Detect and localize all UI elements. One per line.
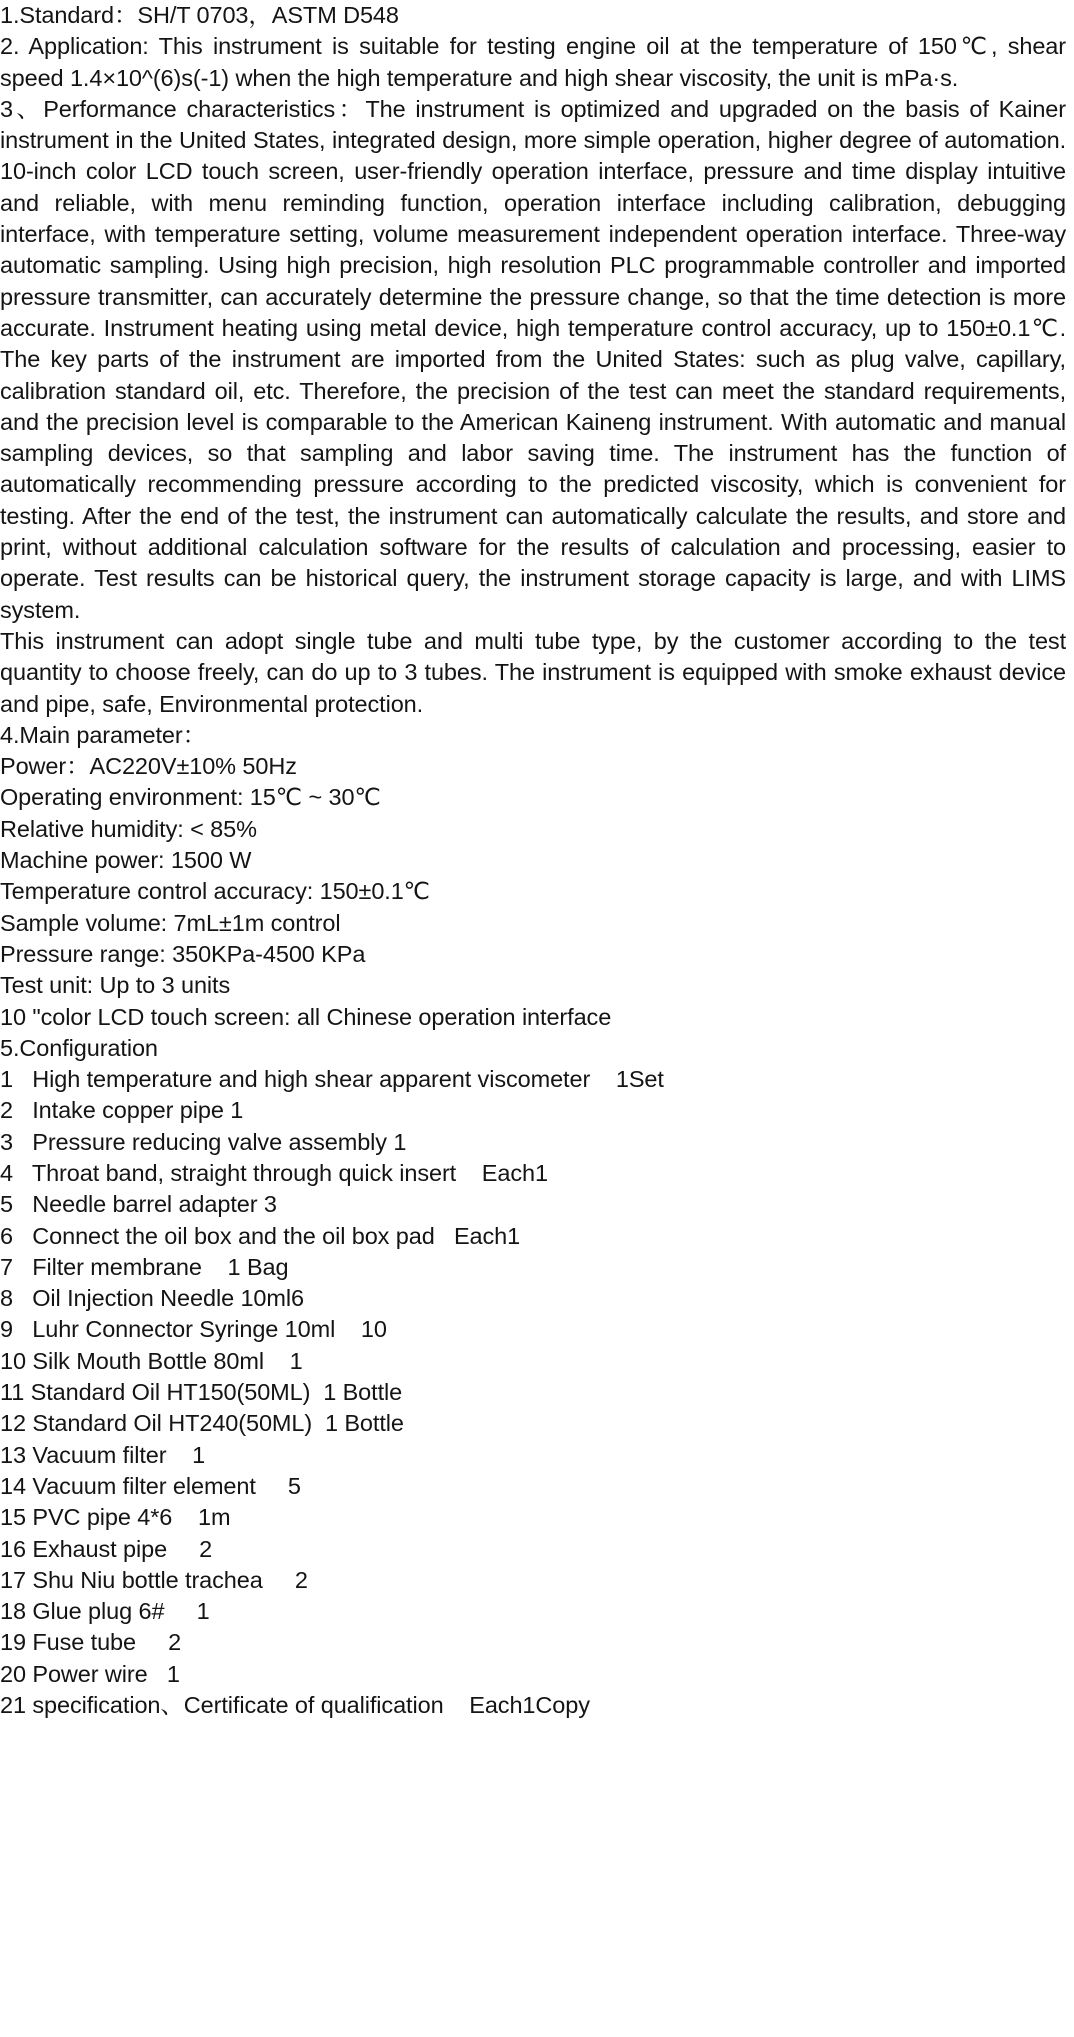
standard-line: 1.Standard：SH/T 0703，ASTM D548	[0, 2, 399, 28]
configuration-item: 21 specification、Certificate of qualification Each1Copy	[0, 1692, 590, 1719]
parameter-item: Power：AC220V±10% 50Hz	[0, 753, 297, 780]
configuration-item: 9 Luhr Connector Syringe 10ml 10	[0, 1316, 387, 1343]
configuration-item: 20 Power wire 1	[0, 1660, 180, 1687]
parameter-item: Machine power: 1500 W	[0, 847, 252, 874]
configuration-item: 13 Vacuum filter 1	[0, 1441, 206, 1468]
parameter-item: Pressure range: 350KPa-4500 KPa	[0, 940, 366, 967]
configuration-item: 2 Intake copper pipe 1	[0, 1097, 244, 1124]
configuration-item: 3 Pressure reducing valve assembly 1	[0, 1128, 407, 1155]
configuration-item: 7 Filter membrane 1 Bag	[0, 1253, 289, 1280]
configuration-item: 1 High temperature and high shear apparent viscometer 1Set	[0, 1066, 664, 1093]
parameter-item: Test unit: Up to 3 units	[0, 972, 231, 999]
configuration-list	[0, 1064, 1066, 1721]
parameters-heading: 4.Main parameter：	[0, 721, 206, 748]
configuration-item: 10 Silk Mouth Bottle 80ml 1	[0, 1347, 303, 1374]
configuration-item: 12 Standard Oil HT240(50ML) 1 Bottle	[0, 1410, 404, 1437]
application-paragraph: 2. Application: This instrument is suitable for testing engine oil at the temperature of 150℃, shear speed 1.4×10^(6)s(-1) when the high temperature and high shear viscosity, the unit is mPa·s.	[0, 33, 1073, 91]
configuration-item: 17 Shu Niu bottle trachea 2	[0, 1566, 308, 1593]
configuration-item: 18 Glue plug 6# 1	[0, 1598, 210, 1625]
configuration-item: 6 Connect the oil box and the oil box pad Each1	[0, 1222, 521, 1249]
configuration-item: 14 Vacuum filter element 5	[0, 1472, 301, 1499]
configuration-item: 16 Exhaust pipe 2	[0, 1535, 213, 1562]
parameters-list	[0, 751, 1066, 1033]
tube-note-paragraph: This instrument can adopt single tube and multi tube type, by the customer according to the test quantity to choose freely, can do up to 3 tubes. The instrument is equipped with smoke exhaust device and pipe, safe, Environmental protection.	[0, 627, 1073, 717]
parameter-item: 10 "color LCD touch screen: all Chinese operation interface	[0, 1003, 612, 1030]
configuration-item: 19 Fuse tube 2	[0, 1629, 182, 1656]
configuration-item: 8 Oil Injection Needle 10ml6	[0, 1285, 304, 1312]
configuration-item: 15 PVC pipe 4*6 1m	[0, 1504, 231, 1531]
configuration-item: 4 Throat band, straight through quick insert Each1	[0, 1159, 548, 1186]
configuration-item: 11 Standard Oil HT150(50ML) 1 Bottle	[0, 1379, 403, 1406]
parameter-item: Sample volume: 7mL±1m control	[0, 909, 341, 936]
configuration-item: 5 Needle barrel adapter 3	[0, 1191, 277, 1218]
parameter-item: Operating environment: 15℃ ~ 30℃	[0, 784, 381, 811]
parameter-item: Relative humidity: < 85%	[0, 815, 257, 842]
parameter-item: Temperature control accuracy: 150±0.1℃	[0, 878, 430, 905]
performance-paragraph: 3、Performance characteristics：The instrument is optimized and upgraded on the basis of Kainer instrument in the United States, integrated design, more simple operation, higher degree of automation. 10-inch color LCD touch screen, user-friendly operation interface, pressure and time display intuitive and reliable, with menu reminding function, operation interface including calibration, debugging interface, with temperature setting, volume measurement independent operation interface. Three-way automatic sampling. Using high precision, high resolution PLC programmable controller and imported pressure transmitter, can accurately determine the pressure change, so that the time detection is more accurate. Instrument heating using metal device, high temperature control accuracy, up to 150±0.1℃. The key parts of the instrument are imported from the United States: such as plug valve, capillary, calibration standard oil, etc. Therefore, the precision of the test can meet the standard requirements, and the precision level is comparable to the American Kaineng instrument. With automatic and manual sampling devices, so that sampling and labor saving time. The instrument has the function of automatically recommending pressure according to the predicted viscosity, which is convenient for testing. After the end of the test, the instrument can automatically calculate the results, and store and print, without additional calculation software for the results of calculation and processing, easier to operate. Test results can be historical query, the instrument storage capacity is large, and with LIMS system.	[0, 95, 1073, 623]
configuration-heading: 5.Configuration	[0, 1034, 158, 1061]
